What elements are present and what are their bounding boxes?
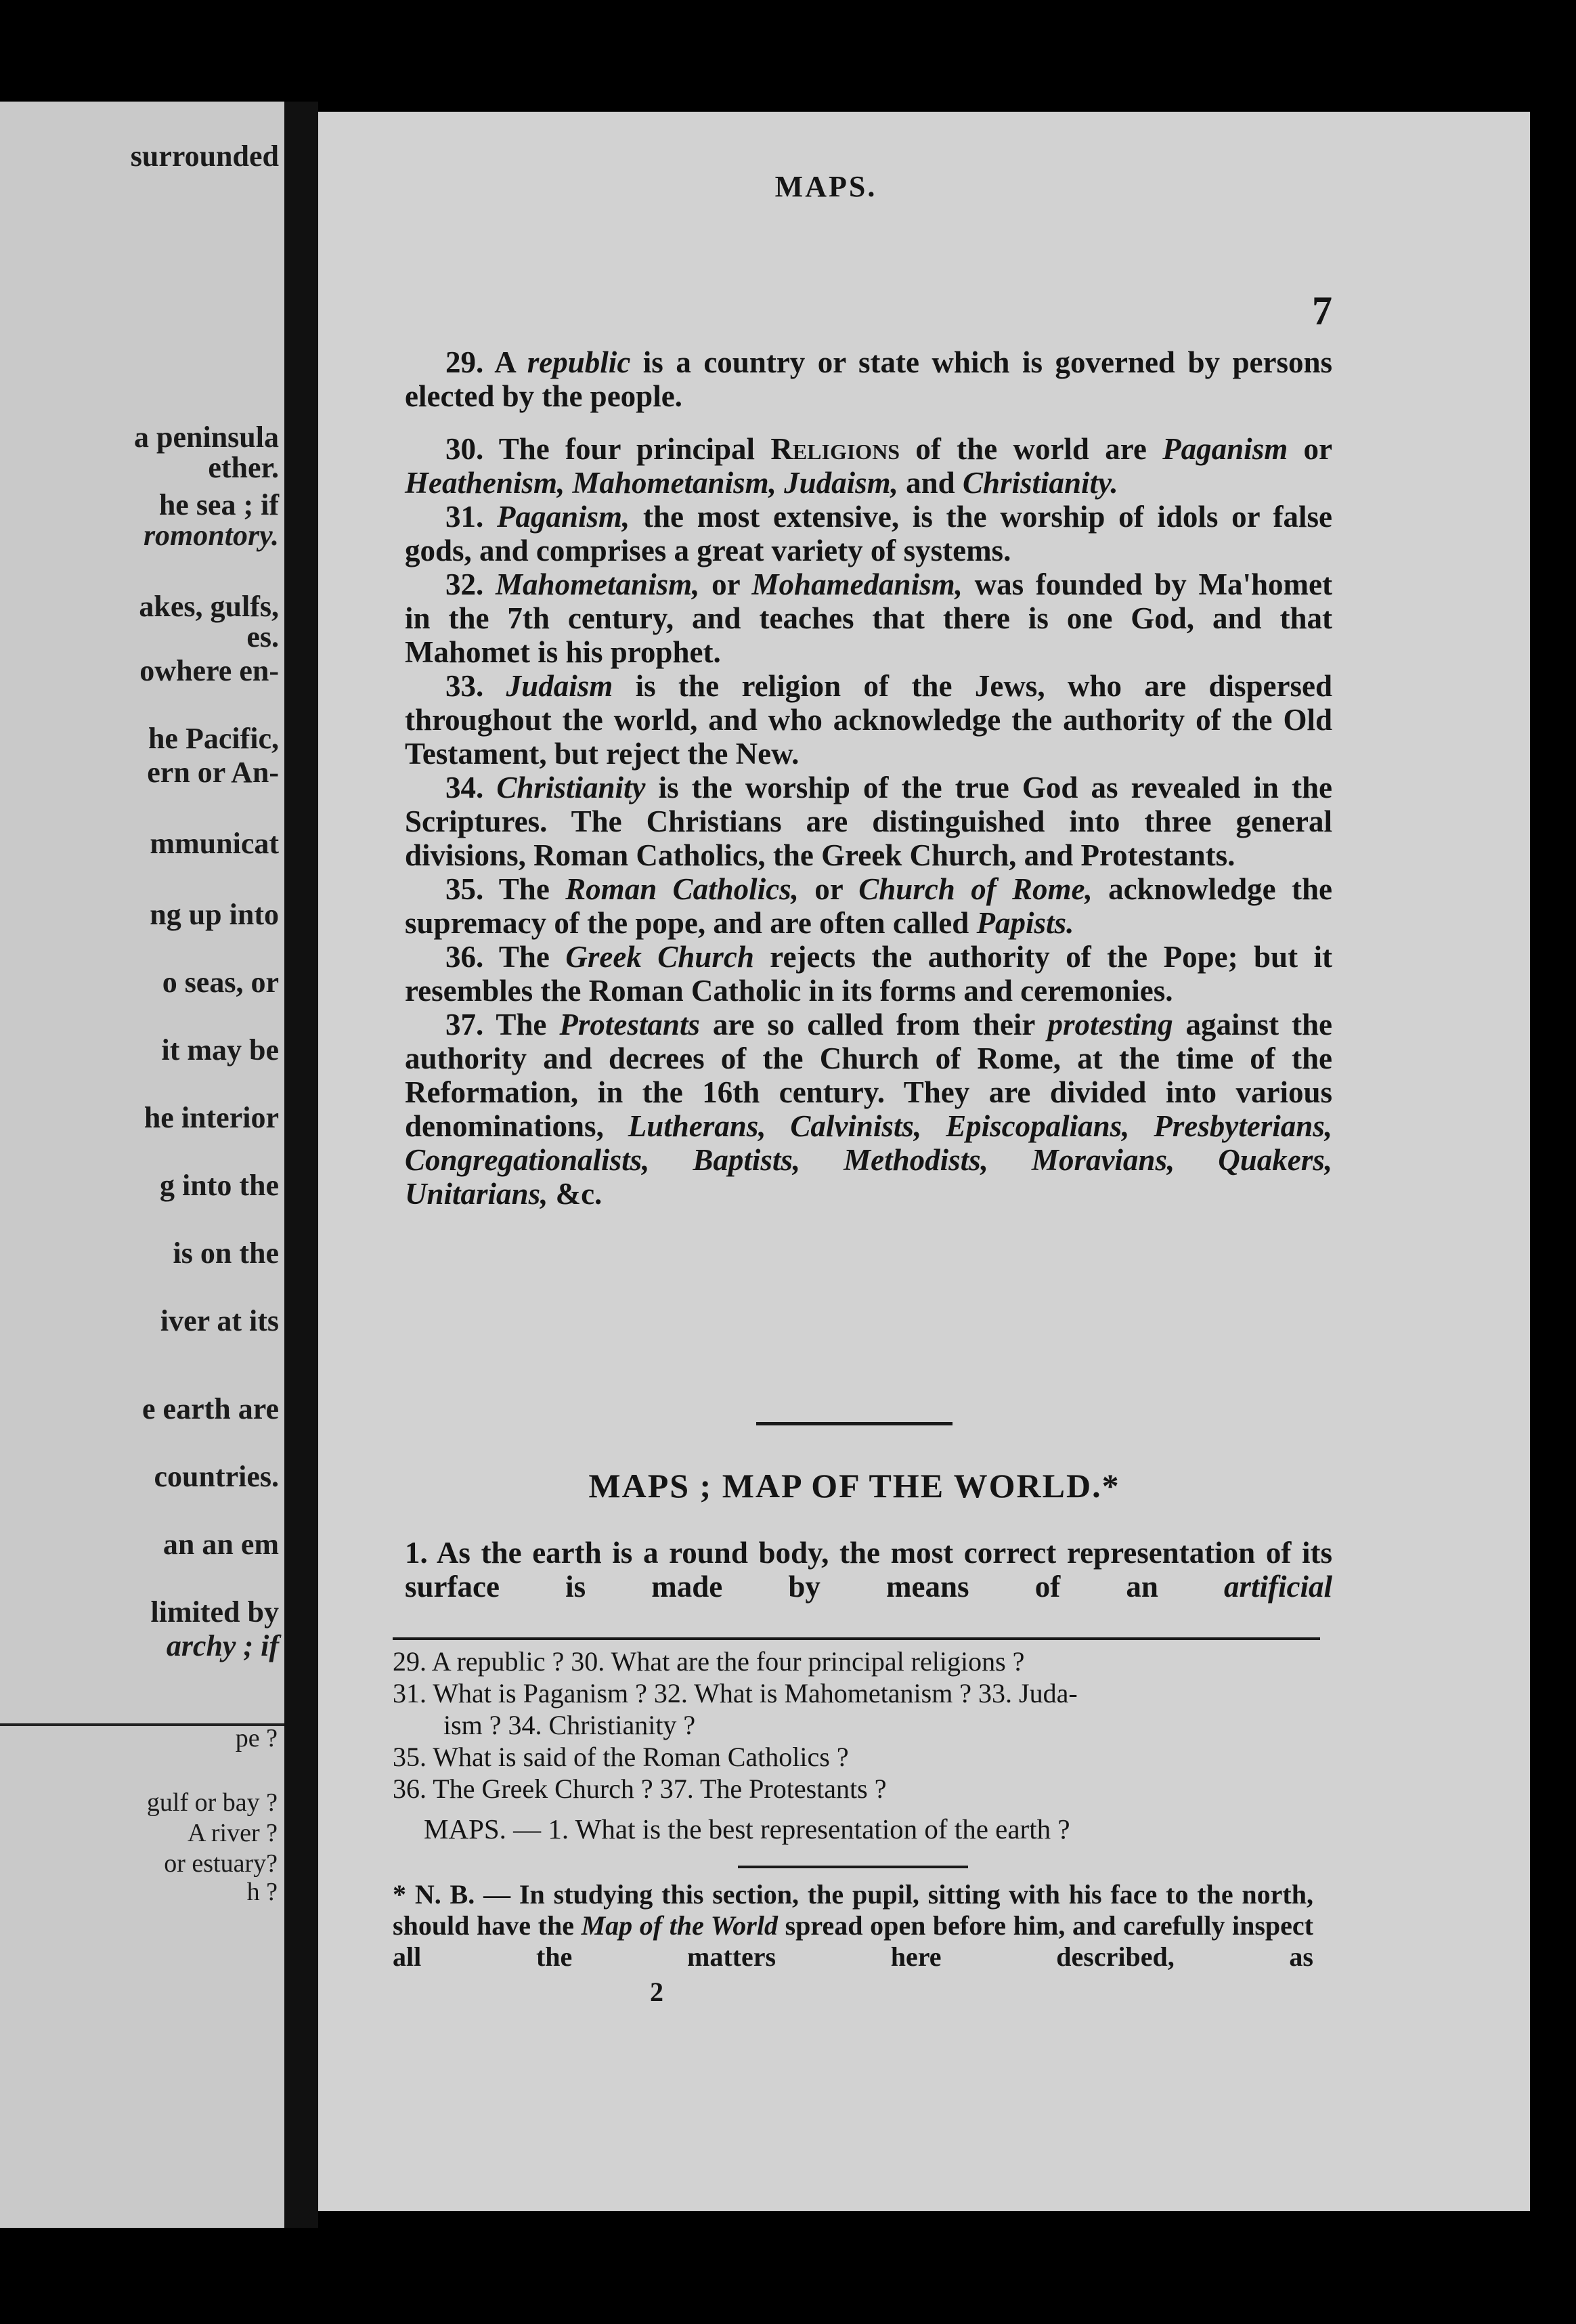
footnote: * N. B. — In studying this section, the pupil, sitting with his face to the north, should have the Map of the World spread open before him, and carefully inspect all the matters here described, as: [393, 1879, 1313, 1972]
question-line: 35. What is said of the Roman Catholics ?: [393, 1742, 849, 1772]
left-page-line: romontory.: [143, 519, 279, 552]
left-page-line: iver at its: [160, 1304, 279, 1337]
section-title: MAPS ; MAP OF THE WORLD.*: [588, 1467, 1120, 1505]
paragraph-37: 37. The Protestants are so called from their protesting against the authority and decrees of the Church of Rome, at the time of the Reformation, in the 16th century. They are divided into various denominations, Lutherans, Calvinists, Episcopalians, Presbyterians, Congregationalists, Baptists, Methodists, Moravians, Quakers, Unitarians, &c.: [405, 1008, 1332, 1211]
left-page-line: countries.: [154, 1460, 279, 1493]
left-page-line: akes, gulfs,: [139, 590, 279, 623]
book-gutter: [284, 102, 318, 2228]
body-text: [405, 345, 1332, 1211]
left-page-question: h ?: [246, 1878, 278, 1906]
left-page-line: o seas, or: [162, 966, 279, 999]
left-page-line: es.: [246, 620, 279, 653]
left-page-line: mmunicat: [150, 827, 279, 860]
question-line: 31. What is Paganism ? 32. What is Mahometanism ? 33. Juda-: [393, 1678, 1078, 1708]
maps-question: MAPS. — 1. What is the best representation of the earth ?: [424, 1813, 1070, 1845]
paragraph-33: 33. Judaism is the religion of the Jews, who are dispersed throughout the world, and who acknowledge the authority of the Old Testament, but reject the New.: [405, 669, 1333, 771]
question-line: 29. A republic ? 30. What are the four principal religions ?: [393, 1646, 1025, 1677]
left-page-line: surrounded: [130, 139, 279, 173]
left-page-line: it may be: [161, 1033, 279, 1067]
paragraph-29: 29. A republic is a country or state which is governed by persons elected by the people.: [405, 345, 1332, 413]
left-page-line: he sea ; if: [158, 488, 279, 521]
left-page-line: archy ; if: [166, 1629, 279, 1662]
paragraph-32: 32. Mahometanism, or Mohamedanism, was founded by Ma'homet in the 7th century, and teaches that there is one God, and that Mahomet is his prophet.: [405, 567, 1332, 669]
left-page-question: A river ?: [188, 1819, 278, 1847]
paragraph-31: 31. Paganism, the most extensive, is the worship of idols or false gods, and comprises a great variety of systems.: [405, 500, 1332, 567]
left-page-line: ether.: [208, 451, 279, 484]
running-head: MAPS.: [774, 170, 877, 203]
left-page-line: he interior: [144, 1101, 279, 1134]
left-page-line: a peninsula: [134, 421, 279, 454]
question-line: ism ? 34. Christianity ?: [443, 1710, 696, 1740]
review-questions: [393, 1645, 1327, 1805]
left-page-fragment: [0, 102, 284, 2228]
footnote-divider: [738, 1866, 968, 1868]
left-page-line: limited by: [150, 1595, 279, 1629]
question-line: 36. The Greek Church ? 37. The Protestants ?: [393, 1773, 887, 1804]
left-page-line: he Pacific,: [148, 722, 279, 755]
left-page-line: is on the: [173, 1236, 279, 1270]
signature-mark: 2: [650, 1977, 663, 2007]
left-page-line: ng up into: [150, 898, 279, 931]
intro-paragraph: 1. As the earth is a round body, the most correct representation of its surface is made by means of an artificial: [405, 1536, 1332, 1604]
left-page-line: g into the: [160, 1169, 279, 1202]
left-page-question: pe ?: [235, 1724, 278, 1752]
left-page-line: ern or An-: [147, 756, 279, 789]
section-divider: [756, 1422, 953, 1425]
left-page-line: an an em: [162, 1528, 279, 1561]
left-page-question: or estuary?: [164, 1849, 278, 1878]
paragraph-30: 30. The four principal Religions of the world are Paganism or Heathenism, Mahometanism, Judaism, and Christianity.: [405, 432, 1332, 500]
left-page-question: gulf or bay ?: [146, 1788, 278, 1817]
paragraph-35: 35. The Roman Catholics, or Church of Rome, acknowledge the supremacy of the pope, and are often called Papists.: [405, 872, 1332, 940]
left-page-line: e earth are: [142, 1392, 279, 1425]
paragraph-34: 34. Christianity is the worship of the true God as revealed in the Scriptures. The Christians are distinguished into three general divisions, Roman Catholics, the Greek Church, and Protestants.: [405, 771, 1333, 872]
paragraph-36: 36. The Greek Church rejects the authority of the Pope; but it resembles the Roman Catholic in its forms and ceremonies.: [405, 940, 1332, 1008]
page-number: 7: [1312, 288, 1332, 333]
questions-divider: [393, 1637, 1320, 1640]
left-page-line: owhere en-: [139, 654, 279, 687]
